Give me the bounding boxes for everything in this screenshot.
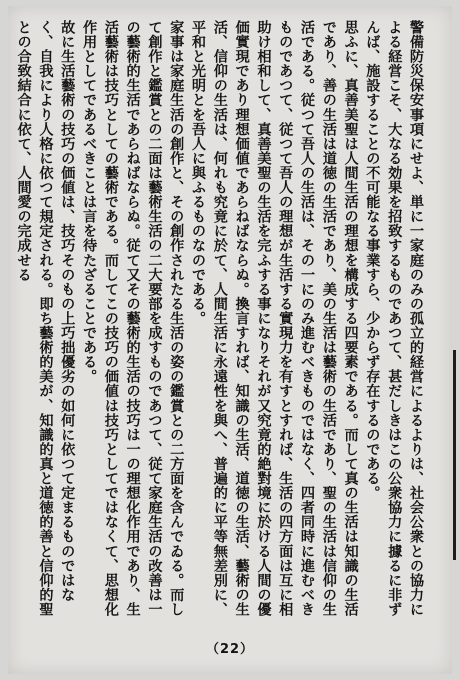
paragraph-3: 家事は家庭生活の創作と、その創作されたる生活の姿の鑑賞との二方面を含んでゐる。而して創作と鑑賞との二面は藝術生活の二大要部を成すものであつて、従て家庭生活の改善は一の藝術的生活であらねばならぬ。従て又その藝術的生活の技巧は一の理想化作用であり、生活藝術は技巧としての藝術である。而してこの技巧の価値は技巧としてではなくて、思想化作用としてであるべきことは言を待たざることである。 [81,20,185,617]
paragraph-4: 故に生活藝術の技巧の価値は、技巧そのもの上巧拙優劣の如何に依つて定まるものではなく、自我により人格に依つて規定される。即ち藝術的美が、知識的真と道徳的善と信仰的聖との合致結合に依て、人間愛の完成せる [15,20,76,617]
vertical-text-body [15,20,426,620]
page-number: （22） [205,642,255,657]
paragraph-2: 思ふに、真善美聖は人間生活の理想を構成する四要素である。而して真の生活は知識の生活であり、善の生活は道徳の生活であり、美の生活は藝術の生活であり、聖の生活は信仰の生活である。従つて吾人の生活は、その一にのみ進むべきものではなく、四者同時に進むべきものであつて、従つて吾人の理想が生活する實現力を有すとすれば、生活の四方面は互に相助け相和して、真善美聖の生活を完ふする事になりそれが又究竟的絶對境に於ける人間の優価實現であり理想価値であらねばならぬ。換言すれば、知識の生活、道徳の生活、藝術の生活、信仰の生活は、何れも究竟に於て、人間生活に永遠性を與へ、普遍的に平等無差別に、平和と光明とを吾人に與ふるものなのである。 [190,20,359,617]
document-page [8,6,452,674]
paragraph-1: 警備防災保安事項にせよ、単に一家庭のみの孤立的経営によるよりは、社会公衆との協力による経営こそ、大なる効果を招致するものであつて、甚だしきはこの公衆協力に據るに非ずんば、施設することの不可能なる事業すら、少からず存在するのである。 [364,20,424,617]
page-edge-mark [453,350,456,560]
